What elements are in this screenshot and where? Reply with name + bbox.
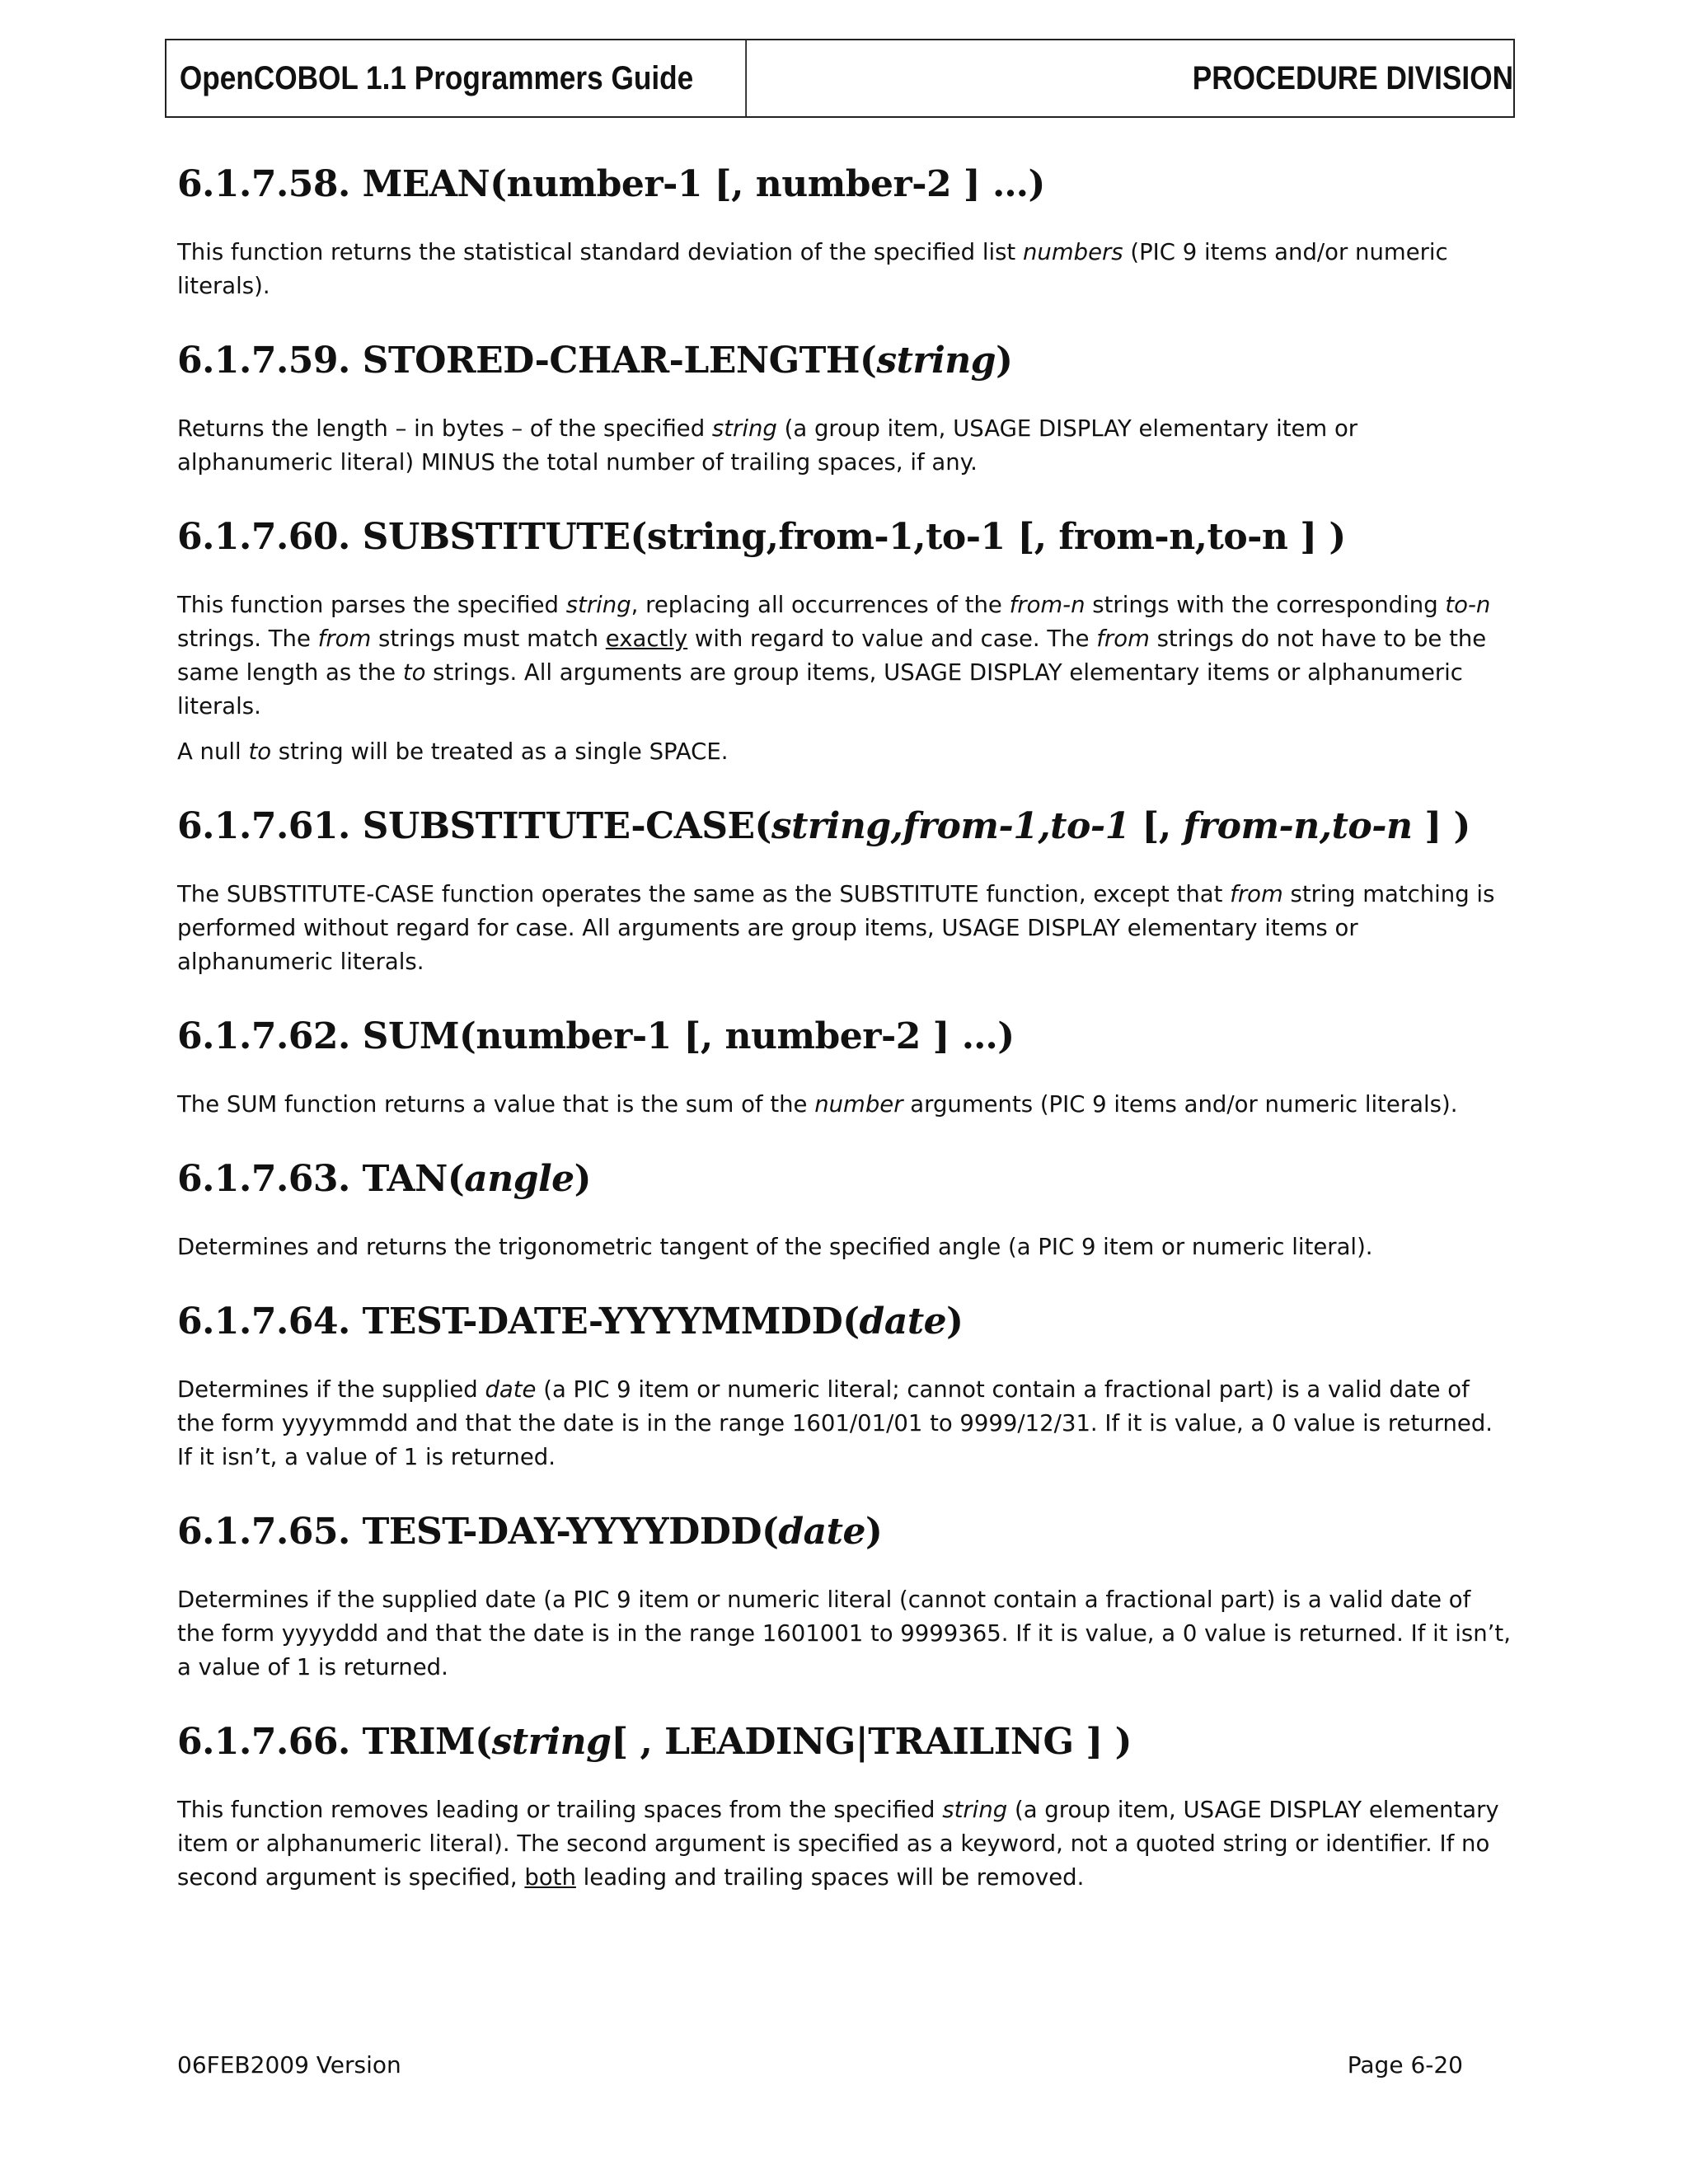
section-paragraph (177, 1793, 1512, 1895)
italic-text: number (814, 1091, 903, 1118)
text-run: ] ) (1412, 805, 1470, 847)
text-run: [, (1129, 805, 1184, 847)
italic-text: string (711, 415, 777, 442)
italic-text: angle (464, 1158, 574, 1200)
text-run: A null (177, 738, 249, 765)
italic-text: to-n (1445, 592, 1491, 618)
text-run: (PIC 9 items and/or numeric literals). (177, 239, 1448, 299)
text-run: strings do not have to be the same length as the (177, 626, 1487, 686)
section-paragraph (177, 236, 1512, 303)
section-heading (177, 514, 1512, 560)
section-heading (177, 1509, 1512, 1555)
text-run: ) (865, 1511, 883, 1553)
text-run: Determines if the supplied (177, 1376, 485, 1403)
text-run: Returns the length – in bytes – of the specified (177, 415, 712, 442)
page-header (165, 39, 1515, 118)
function-section (177, 1156, 1512, 1264)
italic-text: from (1096, 626, 1150, 652)
italic-text: string (565, 592, 631, 618)
text-run: 6.1.7.60. SUBSTITUTE(string,from-1,to-1 [, from-n,to-n ] ) (177, 516, 1346, 558)
text-run: 6.1.7.66. TRIM( (177, 1721, 492, 1763)
italic-text: string (491, 1721, 612, 1763)
italic-text: date (778, 1511, 865, 1553)
text-run: (a group item, USAGE DISPLAY elementary item or alphanumeric literal). The second argument is specified as a keyword, not a quoted string or identifier. If no second argument is specified, (177, 1797, 1499, 1891)
section-heading (177, 1299, 1512, 1345)
text-run: This function removes leading or trailing spaces from the specified (177, 1797, 943, 1823)
italic-text: from-n (1009, 592, 1085, 618)
text-run: strings. The (177, 626, 318, 652)
function-section (177, 804, 1512, 979)
italic-text: date (859, 1301, 947, 1343)
section-heading (177, 1719, 1512, 1765)
function-section (177, 1299, 1512, 1474)
section-heading (177, 804, 1512, 850)
text-run: 6.1.7.58. MEAN(number-1 [, number-2 ] …) (177, 163, 1045, 205)
text-run: leading and trailing spaces will be removed. (575, 1864, 1085, 1891)
function-section (177, 1509, 1512, 1685)
text-run: 6.1.7.64. TEST-DATE-YYYYMMDD( (177, 1301, 860, 1343)
text-run: , replacing all occurrences of the (631, 592, 1010, 618)
italic-text: string (876, 340, 996, 382)
text-run: Determines if the supplied date (a PIC 9 item or numeric literal (cannot contain a fractional part) is a valid date of the form yyyyddd and that the date is in the range 1601001 to 9999365. If it is value, a 0 value is returned. If it isn’t, a value of 1 is returned. (177, 1586, 1511, 1680)
text-run: ) (946, 1301, 964, 1343)
function-section (177, 1719, 1512, 1895)
text-run: The SUBSTITUTE-CASE function operates the same as the SUBSTITUTE function, except that (177, 881, 1231, 907)
italic-text: from (317, 626, 372, 652)
text-run: Determines and returns the trigonometric tangent of the specified angle (a PIC 9 item or numeric literal). (177, 1234, 1373, 1260)
text-run: This function returns the statistical standard deviation of the specified list (177, 239, 1023, 265)
section-paragraph (177, 1088, 1512, 1122)
section-heading (177, 338, 1512, 384)
italic-text: string (942, 1797, 1008, 1823)
document-body (177, 162, 1512, 1929)
italic-text: numbers (1022, 239, 1123, 265)
chapter-title: PROCEDURE DIVISION (1192, 59, 1513, 96)
text-run: strings. All arguments are group items, USAGE DISPLAY elementary items or alphanumeric literals. (177, 659, 1463, 719)
text-run: The SUM function returns a value that is the sum of the (177, 1091, 815, 1118)
section-paragraph (177, 1583, 1512, 1685)
text-run: strings with the corresponding (1085, 592, 1446, 618)
section-heading (177, 162, 1512, 208)
text-run: arguments (PIC 9 items and/or numeric literals). (903, 1091, 1458, 1118)
text-run: strings must match (371, 626, 606, 652)
text-run: string will be treated as a single SPACE. (271, 738, 729, 765)
text-run: This function parses the specified (177, 592, 566, 618)
underlined-text: exactly (605, 626, 688, 652)
section-heading (177, 1014, 1512, 1060)
text-run: 6.1.7.65. TEST-DAY-YYYYDDD( (177, 1511, 779, 1553)
function-section (177, 1014, 1512, 1122)
section-paragraph (177, 735, 1512, 769)
italic-text: to (402, 659, 426, 686)
text-run: string matching is performed without regard for case. All arguments are group items, USAGE DISPLAY elementary items or alphanumeric literals. (177, 881, 1495, 975)
text-run: with regard to value and case. The (687, 626, 1097, 652)
section-paragraph (177, 878, 1512, 979)
italic-text: to (248, 738, 272, 765)
section-paragraph (177, 412, 1512, 480)
text-run: ) (574, 1158, 591, 1200)
section-paragraph (177, 1230, 1512, 1264)
text-run: (a PIC 9 item or numeric literal; cannot contain a fractional part) is a valid date of the form yyyymmdd and that the date is in the range 1601/01/01 to 9999/12/31. If it is value, a 0 value is returned. If it isn’t, a value of 1 is returned. (177, 1376, 1493, 1470)
text-run: 6.1.7.59. STORED-CHAR-LENGTH( (177, 340, 877, 382)
document-title: OpenCOBOL 1.1 Programmers Guide (166, 40, 747, 116)
text-run: 6.1.7.63. TAN( (177, 1158, 465, 1200)
text-run: ) (996, 340, 1013, 382)
section-heading (177, 1156, 1512, 1202)
footer-page-number: Page 6-20 (1347, 2051, 1463, 2079)
section-paragraph (177, 588, 1512, 724)
text-run: [ , LEADING|TRAILING ] ) (611, 1721, 1132, 1763)
footer-version: 06FEB2009 Version (177, 2051, 401, 2079)
function-section (177, 514, 1512, 769)
text-run: 6.1.7.62. SUM(number-1 [, number-2 ] …) (177, 1015, 1015, 1057)
section-paragraph (177, 1373, 1512, 1474)
underlined-text: both (524, 1864, 576, 1891)
italic-text: from (1230, 881, 1283, 907)
italic-text: string,from-1,to-1 (771, 805, 1130, 847)
function-section (177, 162, 1512, 303)
text-run: 6.1.7.61. SUBSTITUTE-CASE( (177, 805, 771, 847)
text-run: (a group item, USAGE DISPLAY elementary item or alphanumeric literal) MINUS the total number of trailing spaces, if any. (177, 415, 1358, 476)
italic-text: from-n,to-n (1183, 805, 1413, 847)
function-section (177, 338, 1512, 480)
italic-text: date (485, 1376, 537, 1403)
